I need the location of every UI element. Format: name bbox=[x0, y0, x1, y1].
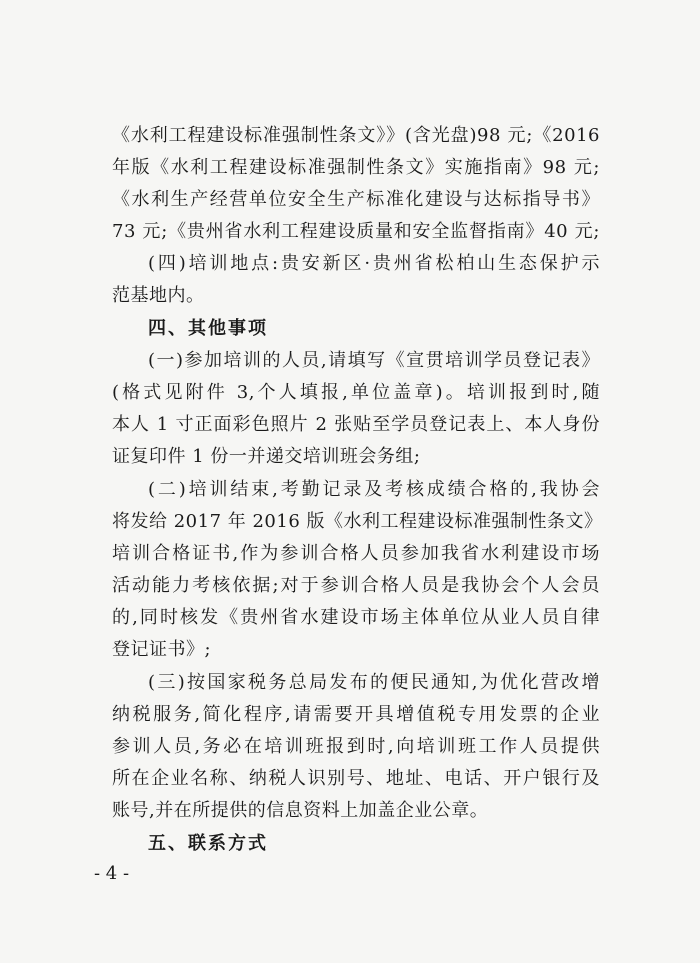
text-line: 账号,并在所提供的信息资料上加盖企业公章。 bbox=[112, 800, 489, 821]
text-line: (一)参加培训的人员,请填写《宣贯培训学员登记表》 bbox=[148, 350, 600, 371]
text-line: 活动能力考核依据;对于参训合格人员是我协会个人会员 bbox=[112, 575, 600, 596]
text-line: 《水利生产经营单位安全生产标准化建设与达标指导书》 bbox=[112, 189, 600, 210]
text-line: 培训合格证书,作为参训合格人员参加我省水利建设市场 bbox=[112, 543, 600, 564]
text-line: 《水利工程建设标准强制性条文》》(含光盘)98 元;《2016 bbox=[112, 125, 600, 146]
text-line: (三)按国家税务总局发布的便民通知,为优化营改增 bbox=[148, 672, 600, 693]
page-number: - 4 - bbox=[94, 863, 130, 884]
text-line: 所在企业名称、纳税人识别号、地址、电话、开户银行及 bbox=[112, 768, 600, 789]
text-line: 73 元;《贵州省水利工程建设质量和安全监督指南》40 元; bbox=[112, 221, 600, 242]
text-line: 将发给 2017 年 2016 版《水利工程建设标准强制性条文》 bbox=[112, 511, 603, 532]
text-line: 证复印件 1 份一并递交培训班会务组; bbox=[112, 446, 421, 467]
text-line: 参训人员,务必在培训班报到时,向培训班工作人员提供 bbox=[112, 736, 600, 757]
section-heading: 五、联系方式 bbox=[148, 833, 268, 854]
text-line: 纳税服务,简化程序,请需要开具增值税专用发票的企业 bbox=[112, 704, 600, 725]
text-line: (格式见附件 3,个人填报,单位盖章)。培训报到时,随 bbox=[112, 382, 600, 403]
text-line: 的,同时核发《贵州省水建设市场主体单位从业人员自律 bbox=[112, 607, 600, 628]
text-line: 本人 1 寸正面彩色照片 2 张贴至学员登记表上、本人身份 bbox=[112, 414, 600, 435]
text-line: (二)培训结束,考勤记录及考核成绩合格的,我协会 bbox=[148, 479, 600, 500]
section-heading: 四、其他事项 bbox=[148, 318, 268, 339]
text-line: 年版《水利工程建设标准强制性条文》实施指南》98 元; bbox=[112, 157, 600, 178]
text-line: 范基地内。 bbox=[112, 285, 205, 306]
text-line: 登记证书》; bbox=[112, 639, 212, 660]
text-line: (四)培训地点:贵安新区·贵州省松柏山生态保护示 bbox=[148, 253, 600, 274]
